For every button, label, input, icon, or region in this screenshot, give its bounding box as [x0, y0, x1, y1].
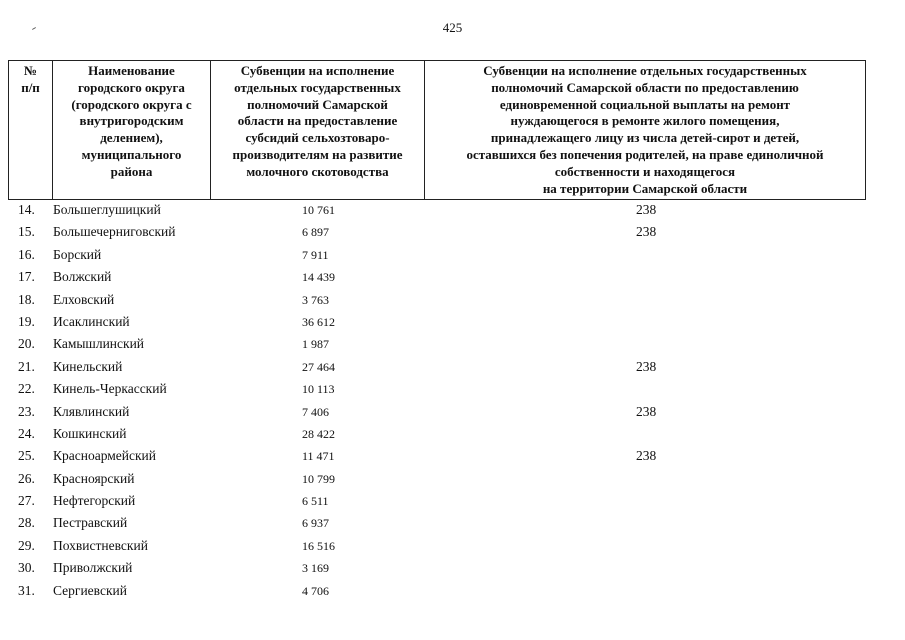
- table-row: [0, 334, 905, 356]
- row-milk-subsidy-value: 6 511: [302, 494, 329, 509]
- table-row: [0, 379, 905, 401]
- table-row: [0, 200, 905, 222]
- row-milk-subsidy-value: 6 937: [302, 516, 329, 531]
- row-number: 24.: [18, 425, 35, 441]
- row-district-name: Похвистневский: [53, 537, 148, 553]
- row-milk-subsidy-value: 3 763: [302, 292, 329, 307]
- row-milk-subsidy-value: 6 897: [302, 225, 329, 240]
- row-orphan-subsidy-value: 238: [636, 202, 657, 217]
- row-number: 29.: [18, 537, 35, 553]
- row-number: 30.: [18, 560, 35, 576]
- table-row: [0, 513, 905, 535]
- row-orphan-subsidy-value: 238: [636, 448, 657, 464]
- row-number: 15.: [18, 224, 35, 240]
- table-row: [0, 491, 905, 513]
- row-district-name: Красноярский: [53, 470, 135, 486]
- row-district-name: Борский: [53, 246, 102, 262]
- row-milk-subsidy-value: 3 169: [302, 561, 329, 576]
- table-row: [0, 402, 905, 424]
- row-milk-subsidy-value: 1 987: [302, 337, 329, 352]
- row-district-name: Клявлинский: [53, 403, 130, 419]
- row-orphan-subsidy-value: 238: [636, 224, 657, 240]
- table-row: [0, 424, 905, 446]
- row-milk-subsidy-value: 16 516: [302, 538, 335, 553]
- row-number: 25.: [18, 448, 35, 464]
- row-district-name: Кошкинский: [53, 425, 127, 441]
- table-header: [8, 60, 866, 200]
- row-milk-subsidy-value: 28 422: [302, 426, 335, 441]
- row-district-name: Большечерниговский: [53, 224, 176, 240]
- table-row: [0, 536, 905, 558]
- row-number: 17.: [18, 269, 35, 285]
- table-body: [0, 200, 905, 603]
- table-row: [0, 267, 905, 289]
- row-district-name: Приволжский: [53, 560, 133, 576]
- row-orphan-subsidy-value: 238: [636, 403, 657, 419]
- table-row: [0, 558, 905, 580]
- row-milk-subsidy-value: 7 406: [302, 404, 329, 419]
- row-district-name: Большеглушицкий: [53, 202, 161, 217]
- row-number: 26.: [18, 470, 35, 486]
- header-orphan-housing-subsidy-column: Субвенции на исполнение отдельных государственных полномочий Самарской области по предоставлению единовременной социальной выплаты на ремонт нуждающегося в ремонте жилого помещения, принадлежащего лицу из числа детей-сирот и детей, оставшихся без попечения родителей, на праве единоличной собственности и находящегося на территории Самарской области: [424, 61, 866, 199]
- row-milk-subsidy-value: 10 761: [302, 203, 335, 217]
- row-district-name: Сергиевский: [53, 582, 127, 598]
- row-district-name: Кинель-Черкасский: [53, 381, 167, 397]
- header-name-column: Наименование городского округа (городского округа с внутригородским делением), муниципального района: [52, 61, 210, 199]
- row-number: 28.: [18, 515, 35, 531]
- row-milk-subsidy-value: 36 612: [302, 314, 335, 329]
- row-number: 22.: [18, 381, 35, 397]
- table-row: [0, 446, 905, 468]
- row-milk-subsidy-value: 11 471: [302, 449, 335, 464]
- row-milk-subsidy-value: 27 464: [302, 359, 335, 374]
- row-number: 27.: [18, 493, 35, 509]
- table-row: [0, 245, 905, 267]
- row-district-name: Пестравский: [53, 515, 128, 531]
- header-milk-subsidy-column: Субвенции на исполнение отдельных государственных полномочий Самарской области на предоставление субсидий сельхозтоваро- производителям на развитие молочного скотоводства: [210, 61, 424, 199]
- row-district-name: Елховский: [53, 291, 115, 307]
- table-row: [0, 222, 905, 244]
- table-row: [0, 357, 905, 379]
- table-row: [0, 290, 905, 312]
- row-district-name: Красноармейский: [53, 448, 157, 464]
- row-district-name: Кинельский: [53, 358, 123, 374]
- row-milk-subsidy-value: 14 439: [302, 270, 335, 285]
- row-number: 16.: [18, 246, 35, 262]
- page-number: 425: [442, 20, 463, 35]
- row-milk-subsidy-value: 10 113: [302, 382, 335, 397]
- row-number: 18.: [18, 291, 35, 307]
- row-milk-subsidy-value: 10 799: [302, 471, 335, 486]
- row-orphan-subsidy-value: 238: [636, 358, 657, 374]
- row-milk-subsidy-value: 7 911: [302, 247, 329, 262]
- row-district-name: Камышлинский: [53, 336, 145, 352]
- header-number-column: № п/п: [8, 61, 52, 199]
- row-district-name: Волжский: [53, 269, 112, 285]
- row-number: 23.: [18, 403, 35, 419]
- row-number: 31.: [18, 582, 35, 598]
- row-district-name: Исаклинский: [53, 313, 130, 329]
- table-row: [0, 312, 905, 334]
- row-number: 19.: [18, 313, 35, 329]
- table-row: [0, 581, 905, 603]
- row-number: 14.: [18, 202, 35, 217]
- row-number: 20.: [18, 336, 35, 352]
- row-district-name: Нефтегорский: [53, 493, 136, 509]
- row-number: 21.: [18, 358, 35, 374]
- table-row: [0, 469, 905, 491]
- row-milk-subsidy-value: 4 706: [302, 583, 329, 598]
